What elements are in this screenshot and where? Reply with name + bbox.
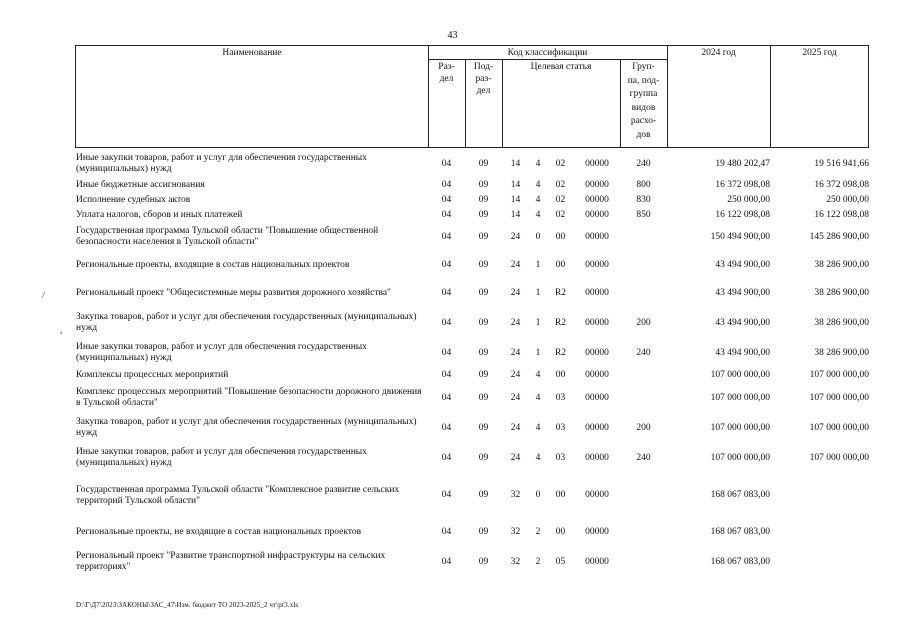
row-program: 32 [510, 490, 521, 500]
row-direction: 00000 [585, 180, 609, 190]
row-direction: 00000 [585, 259, 609, 270]
row-amount-2024: 107 000 000,00 [710, 392, 770, 403]
row-name: Региональные проекты, входящие в состав национальных проектов [76, 259, 350, 270]
row-subsection: 09 [478, 259, 489, 270]
row-event: 00 [555, 370, 566, 380]
row-event: 05 [555, 556, 566, 567]
row-amount-2025: 38 286 900,00 [814, 317, 869, 328]
row-amount-2025: 107 000 000,00 [809, 452, 869, 463]
row-expense-type: 200 [636, 422, 651, 433]
row-section: 04 [441, 158, 452, 169]
row-subprogram: 1 [535, 317, 541, 328]
row-subprogram: 1 [535, 288, 541, 298]
row-program: 24 [510, 259, 521, 270]
row-subprogram: 2 [535, 526, 541, 537]
row-section: 04 [441, 526, 452, 537]
row-amount-2024: 43 494 900,00 [715, 259, 770, 270]
table-row [76, 383, 869, 413]
row-event: 00 [555, 231, 566, 242]
table-row [76, 368, 869, 383]
row-section: 04 [441, 422, 452, 433]
row-amount-2024: 250 000,00 [727, 195, 770, 205]
row-expense-type [620, 251, 667, 279]
row-program: 24 [510, 422, 521, 433]
row-section: 04 [441, 180, 452, 190]
row-amount-2024: 168 067 083,00 [710, 526, 770, 537]
row-subprogram: 4 [535, 180, 541, 190]
table-row [76, 546, 869, 578]
row-section: 04 [441, 490, 452, 500]
row-direction: 00000 [585, 392, 609, 403]
row-event: R2 [554, 288, 567, 298]
row-event: 00 [555, 490, 566, 500]
row-subprogram: 4 [535, 452, 541, 463]
row-name: Закупка товаров, работ и услуг для обеспечения государственных (муниципальных) нужд [76, 417, 417, 438]
row-program: 24 [510, 288, 521, 298]
row-name: Региональные проекты, не входящие в состав национальных проектов [76, 526, 362, 537]
table-row [76, 308, 869, 338]
row-name: Государственная программа Тульской области "Комплексное развитие сельских территорий Тульской области" [76, 484, 400, 506]
row-event: 02 [555, 180, 566, 190]
row-amount-2025: 19 516 941,66 [814, 158, 869, 169]
row-expense-type: 200 [636, 317, 651, 328]
row-direction: 00000 [585, 422, 609, 433]
header-expense: Груп- па, под- группа видов расхо- дов [627, 62, 660, 140]
row-event: R2 [554, 347, 567, 358]
row-name: Иные бюджетные ассигнования [76, 180, 205, 190]
row-amount-2025: 145 286 900,00 [809, 231, 869, 242]
row-direction: 00000 [585, 231, 609, 242]
row-amount-2024: 107 000 000,00 [710, 422, 770, 433]
row-amount-2025 [770, 473, 869, 518]
row-subsection: 09 [478, 158, 489, 169]
row-name: Закупка товаров, работ и услуг для обеспечения государственных (муниципальных) нужд [76, 312, 417, 333]
row-section: 04 [441, 231, 452, 242]
page-number: 43 [447, 30, 458, 41]
row-event: R2 [554, 317, 567, 328]
row-subprogram: 0 [535, 490, 541, 500]
row-expense-type [620, 546, 667, 578]
row-name: Комплексы процессных мероприятий [76, 370, 229, 380]
row-subsection: 09 [478, 556, 489, 567]
row-section: 04 [441, 288, 452, 298]
row-subprogram: 4 [535, 210, 541, 220]
row-event: 03 [555, 392, 566, 403]
row-subprogram: 4 [535, 370, 541, 380]
row-name: Региональный проект "Общесистемные меры развития дорожного хозяйства" [76, 288, 391, 298]
row-program: 14 [510, 158, 521, 169]
row-section: 04 [441, 556, 452, 567]
row-amount-2024: 43 494 900,00 [715, 347, 770, 358]
row-subsection: 09 [478, 370, 489, 380]
row-amount-2024: 16 372 098,08 [715, 180, 770, 190]
row-expense-type [620, 473, 667, 518]
row-expense-type: 830 [636, 195, 651, 205]
table-row [76, 193, 869, 208]
row-amount-2024: 43 494 900,00 [715, 288, 770, 298]
row-direction: 00000 [585, 452, 609, 463]
row-program: 14 [510, 180, 521, 190]
row-amount-2024: 107 000 000,00 [710, 370, 770, 380]
row-section: 04 [441, 370, 452, 380]
row-direction: 00000 [585, 195, 609, 205]
row-subsection: 09 [478, 195, 489, 205]
row-subsection: 09 [478, 392, 489, 403]
row-subprogram: 4 [535, 422, 541, 433]
row-event: 02 [555, 195, 566, 205]
row-program: 32 [510, 526, 521, 537]
row-program: 24 [510, 370, 521, 380]
row-amount-2024: 107 000 000,00 [710, 452, 770, 463]
row-program: 32 [510, 556, 521, 567]
row-amount-2025: 107 000 000,00 [809, 370, 869, 380]
row-direction: 00000 [585, 526, 609, 537]
row-expense-type [620, 383, 667, 413]
row-expense-type [620, 518, 667, 546]
row-amount-2025: 250 000,00 [826, 195, 869, 205]
row-program: 24 [510, 452, 521, 463]
row-event: 03 [555, 452, 566, 463]
row-subprogram: 1 [535, 259, 541, 270]
row-expense-type: 240 [636, 452, 651, 463]
row-subsection: 09 [478, 288, 489, 298]
row-subprogram: 4 [535, 392, 541, 403]
row-program: 14 [510, 210, 521, 220]
table-row [76, 279, 869, 308]
row-subprogram: 1 [535, 347, 541, 358]
row-subprogram: 2 [535, 556, 541, 567]
row-subsection: 09 [478, 347, 489, 358]
row-event: 00 [555, 526, 566, 537]
row-name: Комплекс процессных мероприятий "Повышение безопасности дорожного движения в Тульской области" [76, 387, 422, 408]
row-program: 14 [510, 195, 521, 205]
budget-table [76, 150, 869, 578]
pen-mark: , [60, 325, 63, 335]
row-section: 04 [441, 392, 452, 403]
table-row [76, 413, 869, 443]
row-subsection: 09 [478, 210, 489, 220]
table-row [76, 518, 869, 546]
row-subsection: 09 [478, 526, 489, 537]
row-amount-2025 [770, 546, 869, 578]
row-subsection: 09 [478, 422, 489, 433]
row-name: Уплата налогов, сборов и иных платежей [76, 210, 243, 220]
row-expense-type: 240 [636, 158, 651, 169]
row-direction: 00000 [585, 556, 609, 567]
row-program: 24 [510, 231, 521, 242]
row-amount-2025 [770, 518, 869, 546]
row-amount-2024: 43 494 900,00 [715, 317, 770, 328]
row-direction: 00000 [585, 347, 609, 358]
row-amount-2025: 16 122 098,08 [814, 210, 869, 220]
row-event: 02 [555, 158, 566, 169]
row-subsection: 09 [478, 231, 489, 242]
row-expense-type [620, 223, 667, 251]
header-subsection: Под- раз- дел [473, 62, 494, 96]
row-amount-2025: 38 286 900,00 [814, 288, 869, 298]
row-amount-2025: 16 372 098,08 [814, 180, 869, 190]
row-name: Иные закупки товаров, работ и услуг для обеспечения государственных (муниципальных) нужд [76, 447, 367, 468]
row-event: 00 [555, 259, 566, 270]
row-subprogram: 0 [535, 231, 541, 242]
row-section: 04 [441, 210, 452, 220]
row-name: Государственная программа Тульской области "Повышение общественной безопасности населения в Тульской области" [76, 226, 379, 247]
table-row [76, 208, 869, 223]
row-program: 24 [510, 392, 521, 403]
row-name: Исполнение судебных актов [76, 195, 191, 205]
row-name: Региональный проект "Развитие транспортной инфраструктуры на сельских территориях" [76, 551, 386, 572]
row-amount-2024: 168 067 083,00 [710, 490, 770, 500]
row-direction: 00000 [585, 210, 609, 220]
header-code: Код классификации [507, 48, 588, 58]
row-event: 03 [555, 422, 566, 433]
row-amount-2025: 107 000 000,00 [809, 392, 869, 403]
header-year-2025: 2025 год [802, 48, 837, 58]
row-section: 04 [441, 259, 452, 270]
row-expense-type: 800 [636, 180, 651, 190]
header-target: Целевая статья [530, 62, 592, 72]
row-expense-type: 850 [636, 210, 651, 220]
table-row [76, 443, 869, 473]
row-direction: 00000 [585, 490, 609, 500]
row-expense-type: 240 [636, 347, 651, 358]
row-direction: 00000 [585, 288, 609, 298]
row-program: 24 [510, 347, 521, 358]
row-subsection: 09 [478, 452, 489, 463]
row-section: 04 [441, 452, 452, 463]
table-row [76, 223, 869, 251]
row-program: 24 [510, 317, 521, 328]
row-section: 04 [441, 347, 452, 358]
row-section: 04 [441, 317, 452, 328]
row-amount-2024: 19 480 202,47 [715, 158, 770, 169]
header-section: Раз- дел [438, 62, 455, 84]
row-direction: 00000 [585, 370, 609, 380]
row-amount-2024: 16 122 098,08 [715, 210, 770, 220]
row-amount-2025: 107 000 000,00 [809, 422, 869, 433]
row-section: 04 [441, 195, 452, 205]
row-subprogram: 4 [535, 158, 541, 169]
row-subprogram: 4 [535, 195, 541, 205]
row-subsection: 09 [478, 317, 489, 328]
table-row [76, 150, 869, 178]
header-name: Наименование [222, 48, 282, 58]
row-name: Иные закупки товаров, работ и услуг для обеспечения государственных (муниципальных) нужд [76, 342, 367, 363]
row-direction: 00000 [585, 317, 609, 328]
row-amount-2024: 168 067 083,00 [710, 556, 770, 567]
row-expense-type [620, 368, 667, 383]
row-amount-2025: 38 286 900,00 [814, 347, 869, 358]
row-event: 02 [555, 210, 566, 220]
row-amount-2025: 38 286 900,00 [814, 259, 869, 270]
row-subsection: 09 [478, 490, 489, 500]
row-direction: 00000 [585, 158, 609, 169]
row-expense-type [620, 279, 667, 308]
row-name: Иные закупки товаров, работ и услуг для обеспечения государственных (муниципальных) нужд [76, 153, 367, 174]
row-subsection: 09 [478, 180, 489, 190]
row-amount-2024: 150 494 900,00 [710, 231, 770, 242]
table-row [76, 178, 869, 193]
table-row [76, 338, 869, 368]
header-year-2024: 2024 год [701, 48, 736, 58]
table-row [76, 251, 869, 279]
pen-mark: / [42, 290, 45, 300]
table-row [76, 473, 869, 518]
file-path-footer: D:\Г\Д7\2023\ЗАКОНЫ\ЗАС_47\Изм. бюджет ТО 2023-2025_2 чт\pr3.xls [76, 601, 299, 609]
